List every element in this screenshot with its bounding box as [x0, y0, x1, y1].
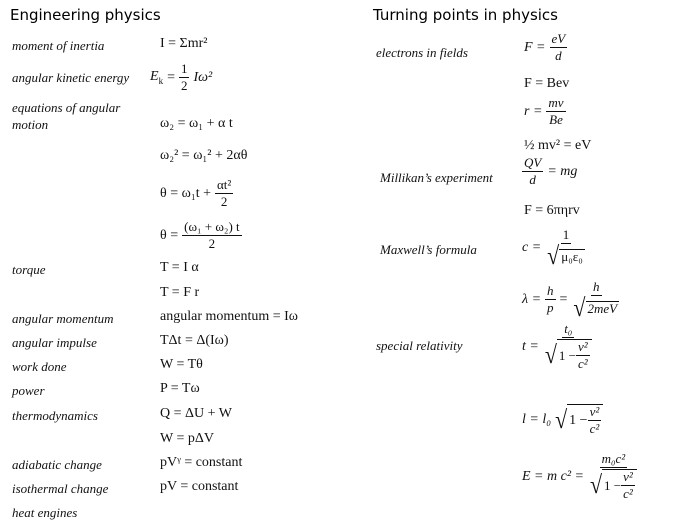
eq-millikan: $\frac{QV}{d}$ = mg — [524, 155, 578, 187]
label-heat-engines: heat engines — [12, 505, 78, 520]
eq-theta-1: θ = ω₁t + $\frac{\text{αt²}}{2}$ — [160, 177, 232, 209]
section-title-turning-points: Turning points in physics — [373, 6, 558, 24]
label-eq-angular-motion-2: motion — [12, 117, 49, 132]
eq-angular-impulse: TΔt = Δ(Iω) — [160, 333, 229, 348]
label-angular-ke: angular kinetic energy — [12, 70, 130, 85]
eq-maxwell: c = 1 √ μ₀ε₀ — [522, 227, 583, 270]
eq-omega2: ω₂ = ω₁ + α t — [160, 116, 233, 131]
label-work-done: work done — [12, 359, 67, 374]
eq-theta-2: θ = $\frac{\text{(ω₁ + ω₂) t}}{2}$ — [160, 219, 240, 251]
label-electrons-in-fields: electrons in fields — [376, 45, 468, 60]
eq-half-mv2: ½ mv² = eV — [524, 138, 592, 153]
label-power: power — [12, 383, 45, 398]
eq-time-dilation: t = t₀ √ 1 − $\frac{\text{v²}}{\text{c²}}$ — [522, 322, 594, 371]
label-adiabatic: adiabatic change — [12, 457, 102, 472]
eq-angular-momentum: angular momentum = Iω — [160, 309, 299, 324]
section-title-engineering: Engineering physics — [10, 6, 161, 24]
label-thermodynamics: thermodynamics — [12, 408, 98, 423]
eq-thermo-2: W = pΔV — [160, 431, 214, 446]
label-moment-of-inertia: moment of inertia — [12, 38, 105, 53]
label-isothermal: isothermal change — [12, 481, 109, 496]
label-torque: torque — [12, 262, 46, 277]
eq-thermo-1: Q = ΔU + W — [160, 406, 232, 421]
eq-stokes: F = 6πηrv — [524, 203, 580, 218]
label-angular-momentum: angular momentum — [12, 311, 114, 326]
eq-force-ev-d: F = $\frac{eV}{d}$ — [524, 31, 566, 63]
eq-power: P = Tω — [160, 381, 200, 396]
eq-angular-ke: $E_k$ = $\frac{1}{2}$ Iω² — [150, 61, 213, 93]
label-eq-angular-motion-1: equations of angular — [12, 100, 121, 115]
eq-force-bev: F = Bev — [524, 76, 570, 91]
label-angular-impulse: angular impulse — [12, 335, 97, 350]
eq-relativistic-energy: E = m c² = m₀c² √ 1 − $\frac{\text{v²}}{\text{c²}}$ — [522, 452, 639, 501]
eq-isothermal: pV = constant — [160, 479, 239, 494]
label-maxwell: Maxwell’s formula — [380, 242, 477, 257]
eq-torque-2: T = F r — [160, 285, 200, 300]
label-special-relativity: special relativity — [376, 338, 463, 353]
eq-omega2-squared: ω₂² = ω₁² + 2αθ — [160, 148, 248, 163]
eq-adiabatic: pVᵞ = constant — [160, 455, 243, 470]
eq-length-contraction: l = l₀ √ 1 − $\frac{\text{v²}}{\text{c²}}$ — [522, 404, 603, 436]
eq-de-broglie: λ = $\frac{h}{p}$ = h √ 2meV — [522, 279, 618, 322]
eq-moment-of-inertia: I = Σmr² — [160, 36, 208, 51]
eq-radius: r = $\frac{mv}{Be}$ — [524, 95, 564, 127]
eq-torque-1: T = I α — [160, 260, 199, 275]
label-millikan: Millikan’s experiment — [380, 170, 493, 185]
eq-work-done: W = Tθ — [160, 357, 203, 372]
